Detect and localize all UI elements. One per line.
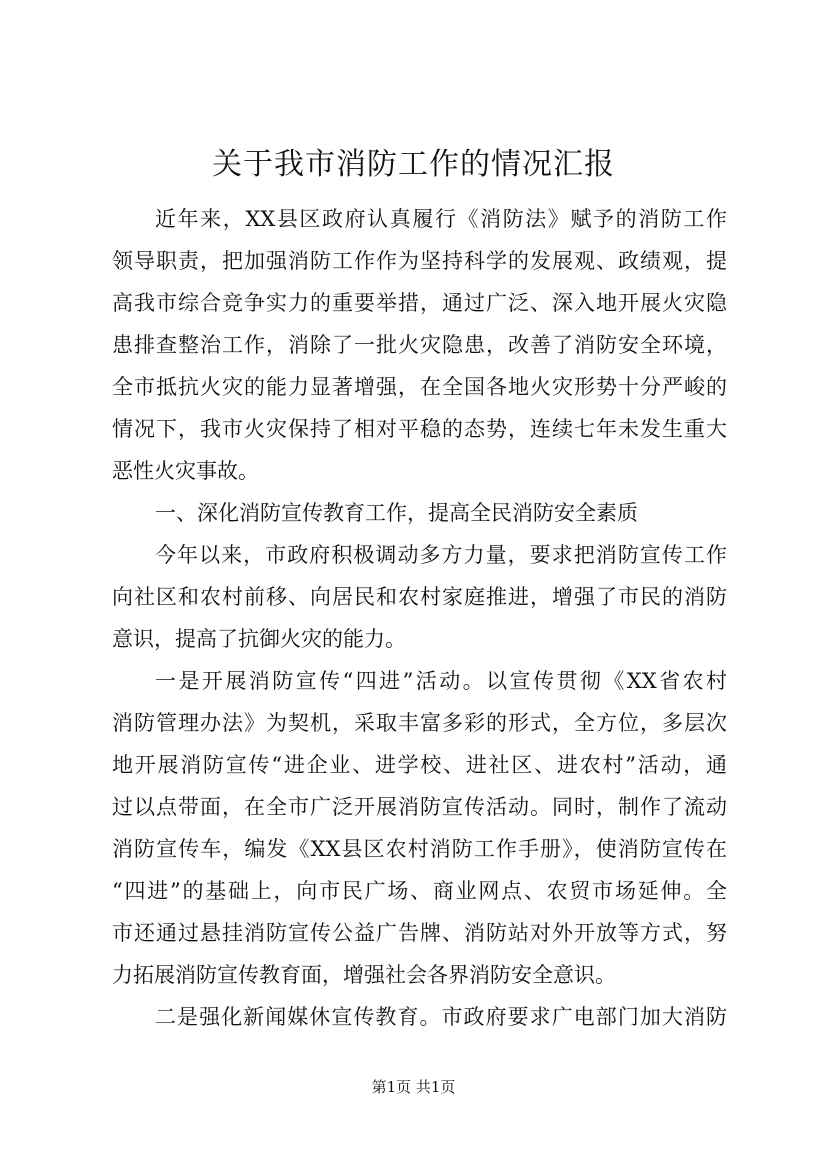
document-body <box>112 198 727 1038</box>
body-line-20: 二是强化新闻媒休宣传教育。市政府要求广电部门加大消防 <box>155 1005 727 1029</box>
body-line-11: 意识，提高了抗御火灾的能力。 <box>112 627 406 651</box>
section-heading-1: 一、深化消防宣传教育工作，提高全民消防安全素质 <box>155 501 638 525</box>
body-line-2: 领导职责，把加强消防工作作为坚持科学的发展观、政绩观，提 <box>112 249 727 273</box>
page-footer: 第1页 共1页 <box>371 1078 456 1096</box>
body-line-15: 过以点带面，在全市广泛开展消防宣传活动。同时，制作了流动 <box>112 795 727 819</box>
body-line-18: 市还通过悬挂消防宣传公益广告牌、消防站对外开放等方式，努 <box>112 921 727 945</box>
body-line-6: 情况下，我市火灾保持了相对平稳的态势，连续七年未发生重大 <box>112 417 727 441</box>
body-line-9: 今年以来，市政府积极调动多方力量，要求把消防宣传工作 <box>155 543 727 567</box>
document-title: 关于我市消防工作的情况汇报 <box>212 147 615 182</box>
body-line-13: 消防管理办法》为契机，采取丰富多彩的形式，全方位，多层次 <box>112 711 727 735</box>
body-line-14: 地开展消防宣传“进企业、进学校、进社区、进农村”活动，通 <box>112 753 727 777</box>
body-line-7: 恶性火灾事故。 <box>112 459 259 483</box>
body-line-10: 向社区和农村前移、向居民和农村家庭推进，增强了市民的消防 <box>112 585 727 609</box>
body-line-3: 高我市综合竞争实力的重要举措，通过广泛、深入地开展火灾隐 <box>112 291 727 315</box>
body-line-12: 一是开展消防宣传“四进”活动。以宣传贯彻《XX省农村 <box>155 669 727 693</box>
body-line-4: 患排查整治工作，消除了一批火灾隐患，改善了消防安全环境， <box>112 333 727 357</box>
body-line-16: 消防宣传车，编发《XX县区农村消防工作手册》，使消防宣传在 <box>112 837 727 861</box>
body-line-5: 全市抵抗火灾的能力显著增强，在全国各地火灾形势十分严峻的 <box>112 375 727 399</box>
body-line-19: 力拓展消防宣传教育面，增强社会各界消防安全意识。 <box>112 963 616 987</box>
body-line-17: “四进”的基础上，向市民广场、商业网点、农贸市场延伸。全 <box>112 879 727 903</box>
body-line-1: 近年来，XX县区政府认真履行《消防法》赋予的消防工作 <box>155 207 727 231</box>
